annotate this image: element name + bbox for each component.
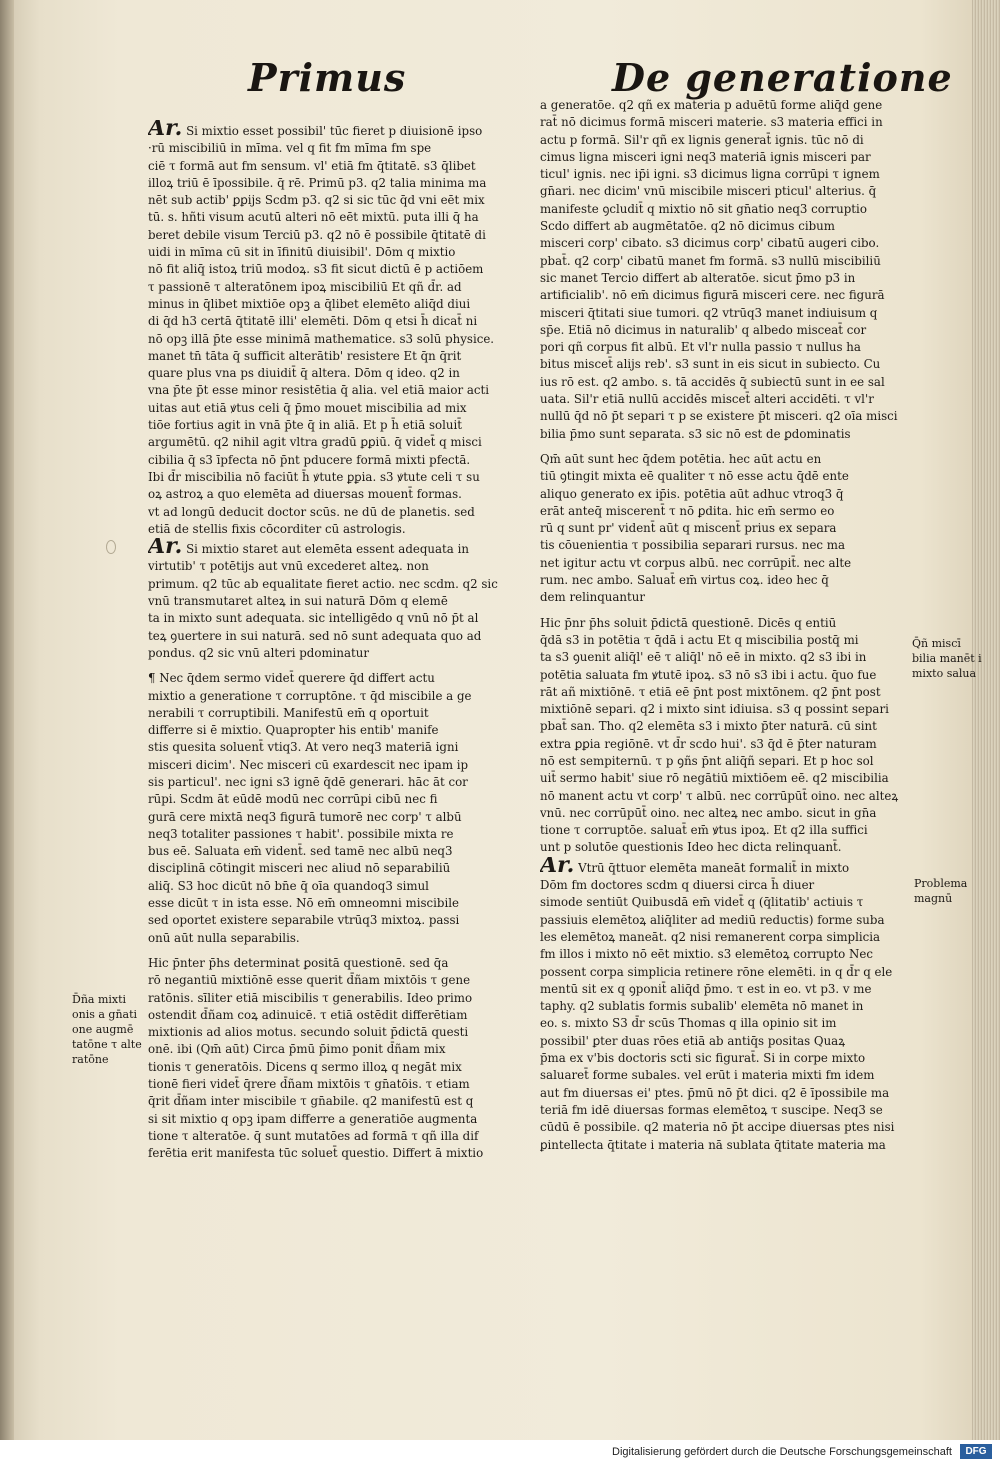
- line-text: nō opꝫ illā p̄te esse minimā mathematice. s3 solū physice.: [148, 331, 495, 346]
- text-line: [148, 688, 523, 705]
- text-line: [540, 589, 910, 606]
- line-text: esse dicūt τ in ista esse. Nō em̄ omneomni miscibile: [148, 896, 459, 911]
- dfg-logo: DFG: [960, 1444, 992, 1459]
- line-text: actu p formā. Sil'r qñ ex lignis generat̄ ignis. tūc nō di: [540, 132, 864, 147]
- line-text: ticul' ignis. nec ip̄i igni. s3 dicimus ligna corrūpi τ ignem: [540, 167, 880, 182]
- text-line: [148, 895, 523, 912]
- text-line: [540, 946, 910, 963]
- text-line: [148, 192, 523, 209]
- line-text: aut fm diuersas ei' ptes. p̄mū nō p̄t dici. q2 ē īpossibile ma: [540, 1085, 890, 1100]
- line-text: Scdo differt ab augmētatōe. q2 nō dicimus cibum: [540, 219, 835, 234]
- line-text: pori qñ corpus fit albū. Et vl'r nulla passio τ nullus ha: [540, 340, 861, 355]
- line-text: bilia p̄mo sunt separata. s3 sic nō est de ꝑdominatis: [540, 426, 851, 441]
- line-text: uitas aut etiā ꝟtus celi q̄ p̄mo mouet miscibilia ad mix: [148, 400, 467, 415]
- text-line: [540, 1033, 910, 1050]
- line-text: ta in mixto sunt adequata. sic intelligēdo q vnū nō p̄t al: [148, 611, 479, 626]
- line-text: manet tn̄ tāta q̄ sufficit alterātib' resistere Et q̄n q̄rit: [148, 348, 462, 363]
- text-line: [540, 1015, 910, 1032]
- line-text: vna p̄te p̄t esse minor resistētia q̄ alia. vel etiā maior acti: [148, 383, 489, 398]
- line-text: nēt sub actib' ꝑꝑijs Scdm p3. q2 si sic tūc q̄d vni eēt mix: [148, 193, 485, 208]
- text-line: [540, 736, 910, 753]
- line-text: ꝑintellecta q̄titate i materia nā sublata q̄titate materia ma: [540, 1137, 886, 1152]
- running-head-left: Primus: [248, 55, 407, 100]
- line-text: Dōm fm doctores scdm q diuersi circa h̄ diuer: [540, 878, 815, 893]
- text-line: [540, 270, 910, 287]
- text-line: [540, 235, 910, 252]
- line-text: gurā cere mixtā neq3 figurā tumorē nec corp' τ albū: [148, 809, 462, 824]
- paragraph-initial: Ar.: [148, 538, 183, 559]
- line-text: argumētū. q2 nihil agit vltra gradū ꝑꝑiū. q̄ videt̄ q misci: [148, 435, 482, 450]
- text-line: [540, 998, 910, 1015]
- line-text: tiū ꝯtingit mixta eē qualiter τ nō esse actu q̄dē ente: [540, 469, 849, 484]
- line-text: possibil' ꝑter duas rōes etiā ab antiq̄s positas Quaꝝ: [540, 1033, 846, 1048]
- paper-blemish: [106, 540, 116, 554]
- text-line: [540, 537, 910, 554]
- text-line: [148, 576, 523, 593]
- text-line: [148, 1041, 523, 1058]
- line-text: saluaret̄ forme subales. vel erūt i materia mixti fm idem: [540, 1068, 875, 1083]
- text-line: [148, 610, 523, 627]
- text-line: [540, 839, 910, 856]
- text-line: [540, 201, 910, 218]
- line-text: Hic p̄nr p̄hs soluit p̄dictā questionē. Dicēs q entiū: [540, 615, 837, 630]
- line-text: cibilia q̄ s3 īpfecta nō p̄nt pducere formā mixti pfectā.: [148, 452, 471, 467]
- line-text: mixtionis ad alios motus. secundo soluit p̄dictā questi: [148, 1025, 469, 1040]
- text-line: [148, 209, 523, 226]
- line-text: passiuis elemētoꝝ aliq̄liter ad mediū reductis) forme suba: [540, 912, 885, 927]
- text-line: [148, 860, 523, 877]
- line-text: disciplinā cōtingit misceri nec aliud nō separabiliū: [148, 861, 451, 876]
- line-text: misceri q̄titati siue tumori. q2 vtrūq3 manet indiuisum q: [540, 305, 878, 320]
- margin-note-right-bottom: Problema magnū: [914, 877, 968, 905]
- text-line: [540, 287, 910, 304]
- text-line: [148, 809, 523, 826]
- text-line: [540, 788, 910, 805]
- line-text: mentū sit ex q ꝯponit̄ aliq̄d p̄mo. τ est in eo. vt p3. v me: [540, 981, 872, 996]
- line-text: artificialib'. nō em̄ dicimus figurā misceri cere. nec figurā: [540, 288, 885, 303]
- text-line: [540, 520, 910, 537]
- line-text: nō fit aliq̄ istoꝝ triū modoꝝ. s3 fit sicut dictū ē p actiōem: [148, 262, 484, 277]
- left-text-column: [148, 120, 523, 1163]
- line-text: Si mixtio staret aut elemēta essent adequata in: [186, 542, 469, 557]
- text-line: [540, 503, 910, 520]
- text-line: [540, 632, 910, 649]
- line-text: etiā de stellis fixis cōcorditer cū astrologis.: [148, 521, 406, 536]
- text-line: [540, 912, 910, 929]
- line-text: net igitur actu vt corpus albū. nec corrūpit̄. nec alte: [540, 555, 852, 570]
- text-line: [540, 805, 910, 822]
- line-text: a generatōe. q2 qñ ex materia p aduētū forme aliq̄d gene: [540, 98, 883, 112]
- line-text: oꝝ astroꝝ a quo elemēta ad diuersas mouent̄ formas.: [148, 487, 462, 502]
- text-line: [148, 365, 523, 382]
- line-text: uidi in mīma cū sit in īfinitū diuisibil'. Dōm q mixtio: [148, 245, 456, 260]
- text-line: [148, 538, 523, 558]
- line-text: Ibi d̄r miscibilia nō faciūt h̄ ꝟtute ꝑꝑia. s3 ꝟtute celi τ su: [148, 469, 480, 484]
- line-text: nō est sempiternū. τ p ꝯñs p̄nt aliq̄ñ separi. Et p hoc sol: [540, 753, 874, 768]
- text-line: [148, 452, 523, 469]
- line-text: simode sentiūt Quibusdā em̄ videt̄ q (q̄litatib' actiuis τ: [540, 895, 864, 910]
- line-text: teꝝ ꝯuertere in sui naturā. sed nō sunt adequata quo ad: [148, 628, 482, 643]
- line-text: vnū. nec corrūpūt̄ oino. nec alteꝝ nec ambo. sicut in gn̄a: [540, 805, 877, 820]
- text-line: [148, 990, 523, 1007]
- line-text: unt p solutōe questionis Ideo hec dicta relinquant̄.: [540, 840, 842, 855]
- line-text: aliquo generato ex ip̄is. potētia aūt adhuc vtroq3 q̄: [540, 486, 844, 501]
- line-text: mixtio a generatione τ corruptōne. τ q̄d miscibile a ge: [148, 688, 472, 703]
- line-text: Qm̄ aūt sunt hec q̄dem potētia. hec aūt actu en: [540, 451, 822, 466]
- text-line: [540, 964, 910, 981]
- line-text: fm illos i mixto nō eēt mixtio. s3 elemētoꝝ corrupto Nec: [540, 947, 873, 962]
- line-text: tionis τ generatōis. Dicens q sermo illoꝝ q negāt mix: [148, 1059, 462, 1074]
- text-line: [148, 521, 523, 538]
- text-line: [540, 218, 910, 235]
- text-line: [148, 1024, 523, 1041]
- text-line: [540, 718, 910, 735]
- line-text: erāt anteq̄ miscerent̄ τ nō ꝑdita. hic em̄ sermo eo: [540, 503, 835, 518]
- line-text: misceri dicim'. Nec misceri cū exardescit nec ipam ip: [148, 757, 469, 772]
- paragraph-initial: Ar.: [540, 856, 575, 878]
- line-text: beret debile visum Terciū p3. q2 nō ē possibile q̄titatē di: [148, 227, 486, 242]
- line-text: ostendit d̄ñam coꝝ adinuicē. τ etiā ostēdit differētiam: [148, 1007, 468, 1022]
- line-text: Hic p̄nter p̄hs determinat ꝑositā questionē. sed q̄a: [148, 955, 449, 970]
- text-line: [148, 331, 523, 348]
- line-text: ius rō est. q2 ambo. s. tā accidēs q̄ subiectū sunt in ee sal: [540, 374, 885, 389]
- text-line: [540, 981, 910, 998]
- text-line: [148, 722, 523, 739]
- text-line: [540, 1050, 910, 1067]
- text-line: [148, 158, 523, 175]
- text-line: [540, 857, 910, 877]
- text-line: [148, 244, 523, 261]
- line-text: minus in q̄libet mixtiōe opꝫ a q̄libet elemēto aliq̄d diui: [148, 296, 471, 311]
- text-line: [540, 701, 910, 718]
- line-text: tione τ corruptōe. saluat̄ em̄ ꝟtus ipoꝝ. Et q2 illa suffici: [540, 823, 868, 838]
- line-text: possent corpa simplicia retinere rōne elemēti. in q d̄r q ele: [540, 964, 893, 979]
- text-line: [540, 1085, 910, 1102]
- text-line: [540, 1102, 910, 1119]
- text-line: [148, 120, 523, 140]
- line-text: differre si ē mixtio. Quapropter his entib' manife: [148, 723, 439, 738]
- text-line: [540, 166, 910, 183]
- line-text: bus eē. Saluata em̄ vident̄. sed tamē nec albū neq3: [148, 844, 453, 859]
- text-line: [148, 417, 523, 434]
- line-text: Si mixtio esset possibil' tūc fieret p diuisionē ipso: [186, 124, 483, 138]
- text-line: [540, 374, 910, 391]
- line-text: ¶ Nec q̄dem sermo videt̄ querere q̄d differt actu: [148, 671, 435, 686]
- text-line: [148, 175, 523, 192]
- text-line: [540, 408, 910, 425]
- text-line: [540, 253, 910, 270]
- line-text: di q̄d h3 certā q̄titatē illi' elemēti. Dōm q etsi h̄ dicat̄ ni: [148, 314, 478, 329]
- text-line: [148, 930, 523, 947]
- text-line: [148, 843, 523, 860]
- line-text: stis quesita soluent̄ vtiq3. At vero neq3 materiā igni: [148, 740, 459, 755]
- line-text: teriā fm idē diuersas formas elemētoꝝ τ suscipe. Neq3 se: [540, 1102, 883, 1117]
- text-line: [540, 753, 910, 770]
- line-text: cūdū ē possibile. q2 materia nō p̄t accipe diuersas ptes nisi: [540, 1120, 895, 1135]
- line-text: pbat̄ san. Tho. q2 elemēta s3 i mixto p̄ter naturā. cū sint: [540, 719, 877, 734]
- text-line: [540, 183, 910, 200]
- text-line: [540, 1119, 910, 1136]
- line-text: mixtiōnē separi. q2 i mixto sint idiuisa. s3 q possint separi: [540, 702, 889, 717]
- line-text: tione τ alteratōe. q̄ sunt mutatōes ad formā τ qñ illa dif: [148, 1128, 479, 1143]
- line-text: eo. s. mixto S3 d̄r scūs Thomas q illa opinio sit im: [540, 1016, 837, 1031]
- margin-note-right-top: Q̄ñ miscī bilia manēt i mixto salua: [912, 637, 982, 680]
- line-text: les elemētoꝝ maneāt. q2 nisi remanerent corpa simplicia: [540, 929, 881, 944]
- line-text: p̄ma ex v'bis doctoris scti sic figurat̄. Si in corpe mixto: [540, 1051, 866, 1066]
- text-line: [148, 1128, 523, 1145]
- line-text: potētia saluata fm ꝟtutē ipoꝝ. s3 nō s3 ibi i actu. q̄uo fue: [540, 667, 877, 682]
- line-text: sp̄e. Etiā nō dicimus in naturalib' q albedo misceat̄ cor: [540, 322, 867, 337]
- text-line: [148, 1093, 523, 1110]
- line-text: primum. q2 tūc ab equalitate fieret actio. nec scdm. q2 sic: [148, 576, 498, 591]
- paragraph-initial: Ar.: [148, 120, 183, 141]
- text-line: [148, 645, 523, 662]
- line-text: rō negantiū mixtiōnē esse querit d̄ñam mixtōis τ gene: [148, 973, 471, 988]
- line-text: tis cōuenientia τ possibilia separari rursus. nec ma: [540, 538, 846, 553]
- line-text: dem relinquantur: [540, 590, 645, 605]
- line-text: ta s3 ꝯuenit aliq̄l' eē τ aliq̄l' nō eē in mixto. q2 s3 ibi in: [540, 650, 867, 665]
- text-line: [540, 468, 910, 485]
- line-text: nō manent actu vt corp' τ albū. nec corrūpūt̄ oino. nec alteꝝ: [540, 788, 899, 803]
- line-text: ciē τ formā aut fm sensum. vl' etiā fm q̄titatē. s3 q̄libet: [148, 158, 476, 173]
- line-text: ratōnis. sīliter etiā miscibilis τ generabilis. Ideo primo: [148, 990, 473, 1005]
- text-line: [148, 628, 523, 645]
- line-text: rū q sunt pr' vident̄ aūt q miscent̄ prius ex separa: [540, 521, 837, 536]
- line-text: manifeste ꝯcludit̄ q mixtio nō sit gn̄atio neq3 corruptio: [540, 201, 867, 216]
- text-line: [148, 878, 523, 895]
- line-text: uata. Sil'r etiā nullū accidēs miscet̄ alteri accidēti. τ vl'r: [540, 392, 874, 407]
- text-line: [540, 391, 910, 408]
- line-text: ferētia erit manifesta tūc soluet̄ questio. Differt ā mixtio: [148, 1146, 484, 1161]
- text-line: [148, 313, 523, 330]
- text-line: [148, 558, 523, 575]
- text-line: [148, 1007, 523, 1024]
- text-line: [148, 279, 523, 296]
- text-line: [148, 227, 523, 244]
- text-line: [540, 451, 910, 468]
- line-text: ·rū miscibiliū in mīma. vel q fit fm mīma fm spe: [148, 141, 432, 156]
- text-line: [540, 1067, 910, 1084]
- text-line: [148, 670, 523, 687]
- text-line: [148, 757, 523, 774]
- text-line: [148, 705, 523, 722]
- text-line: [148, 1145, 523, 1162]
- page-gutter-shadow: [0, 0, 14, 1440]
- line-text: si sit mixtio q opꝫ ipam differre a generatiōe augmenta: [148, 1111, 478, 1126]
- line-text: sed oportet existere separabile vtrūq3 mixtoꝝ. passi: [148, 913, 460, 928]
- text-line: [540, 822, 910, 839]
- text-line: [540, 114, 910, 131]
- text-line: [148, 400, 523, 417]
- text-line: [540, 132, 910, 149]
- line-text: vt ad longū deducit doctor scūs. ne dū de planetis. sed: [148, 504, 475, 519]
- line-text: bitus miscet̄ alijs reb'. s3 sunt in eis sicut in subiecto. Cu: [540, 357, 881, 372]
- line-text: quare plus vna ps diuidit̄ q̄ altera. Dōm q ideo. q2 in: [148, 366, 460, 381]
- text-line: [540, 877, 910, 894]
- text-line: [540, 339, 910, 356]
- line-text: tiōe fortius agit in vnā p̄te q̄ in aliā. Et p h̄ etiā soluit̄: [148, 418, 463, 433]
- text-line: [540, 555, 910, 572]
- text-line: [540, 649, 910, 666]
- line-text: onū aūt nulla separabilis.: [148, 930, 300, 945]
- text-line: [148, 382, 523, 399]
- text-line: [540, 356, 910, 373]
- line-text: pondus. q2 sic vnū alteri pdominatur: [148, 645, 370, 660]
- text-line: [148, 140, 523, 157]
- line-text: q̄rit d̄ñam inter miscibile τ gn̄abile. q2 manifestū est q: [148, 1094, 474, 1109]
- text-line: [148, 912, 523, 929]
- line-text: taphy. q2 sublatis formis subalib' elemēta nō manet in: [540, 999, 864, 1014]
- text-line: [540, 684, 910, 701]
- text-line: [540, 322, 910, 339]
- text-line: [540, 615, 910, 632]
- text-line: [540, 305, 910, 322]
- text-line: [540, 97, 910, 114]
- text-line: [148, 1076, 523, 1093]
- text-line: [148, 955, 523, 972]
- line-text: nerabili τ corruptibili. Manifestū em̄ q oportuit: [148, 705, 429, 720]
- text-line: [540, 572, 910, 589]
- margin-note-left: D̄ña mixti onis a gn̄ati one augmē tatōne τ alte ratōne: [72, 993, 142, 1066]
- line-text: extra ꝑꝑia regiōnē. vt d̄r scdo hui'. s3 q̄d ē p̄ter naturam: [540, 736, 877, 751]
- line-text: q̄dā s3 in potētia τ q̄dā i actu Et q miscibilia postq̄ mi: [540, 632, 859, 647]
- text-line: [148, 972, 523, 989]
- text-line: [148, 593, 523, 610]
- line-text: pbat̄. q2 corp' cibatū manet fm formā. s3 nullū miscibiliū: [540, 253, 881, 268]
- text-line: [148, 1059, 523, 1076]
- text-line: [148, 791, 523, 808]
- line-text: virtutib' τ potētijs aut vnū excederet alteꝝ. non: [148, 559, 429, 574]
- text-line: [148, 434, 523, 451]
- right-text-column: [540, 97, 910, 1154]
- line-text: rūpi. Scdm āt eūdē modū nec corrūpi cibū nec fi: [148, 792, 438, 807]
- text-line: [540, 770, 910, 787]
- line-text: vnū transmutaret alteꝝ in sui naturā Dōm q elemē: [148, 594, 448, 609]
- text-line: [540, 486, 910, 503]
- line-text: sis particul'. nec igni s3 ignē q̄dē generari. hāc āt cor: [148, 774, 468, 789]
- line-text: misceri corp' cibato. s3 dicimus corp' cibatū augeri cibo.: [540, 236, 880, 251]
- text-line: [540, 667, 910, 684]
- line-text: rat̄ nō dicimus formā misceri materie. s3 materia effici in: [540, 115, 883, 130]
- page-fore-edge: [972, 0, 1000, 1440]
- text-line: [540, 1137, 910, 1154]
- line-text: cimus ligna misceri igni neq3 materiā ignis misceri par: [540, 149, 871, 164]
- text-line: [148, 504, 523, 521]
- line-text: aliq̄. S3 hoc dicūt nō bn̄e q̄ oīa quandoq3 simul: [148, 878, 429, 893]
- text-line: [540, 149, 910, 166]
- running-head-right: De generatione: [612, 55, 953, 100]
- text-line: [148, 826, 523, 843]
- text-line: [540, 426, 910, 443]
- line-text: τ passionē τ alteratōnem ipoꝝ miscibiliū Et qñ d̄r. ad: [148, 279, 462, 294]
- text-line: [540, 894, 910, 911]
- text-line: [148, 739, 523, 756]
- line-text: illoꝝ triū ē īpossibile. q̄ rē. Primū p3. q2 talia minima ma: [148, 175, 487, 190]
- line-text: rāt añ mixtiōnē. τ etiā eē p̄nt post mixtōnem. q2 p̄nt post: [540, 684, 881, 699]
- line-text: rum. nec ambo. Saluat̄ em̄ virtus coꝝ. ideo hec q̄: [540, 573, 829, 588]
- text-line: [148, 296, 523, 313]
- line-text: tū. s. hñti visum acutū alteri nō eēt mixtū. puta illi q̄ ha: [148, 210, 479, 225]
- text-line: [148, 486, 523, 503]
- text-line: [148, 1111, 523, 1128]
- line-text: neq3 totaliter passiones τ habit'. possibile mixta re: [148, 826, 454, 841]
- text-line: [148, 469, 523, 486]
- line-text: gn̄ari. nec dicim' vnū miscibile misceri pticul' alterius. q̄: [540, 184, 877, 199]
- line-text: tionē fieri videt̄ q̄rere d̄ñam mixtōis τ gn̄atōis. τ etiam: [148, 1077, 470, 1092]
- line-text: Vtrū q̄ttuor elemēta maneāt formalit̄ in mixto: [578, 860, 850, 875]
- text-line: [540, 929, 910, 946]
- funding-credit: Digitalisierung gefördert durch die Deutsche Forschungsgemeinschaft: [612, 1446, 952, 1458]
- text-line: [148, 774, 523, 791]
- text-line: [148, 348, 523, 365]
- line-text: nullū q̄d nō p̄t separi τ p se existere p̄t misceri. q2 oīa misci: [540, 409, 898, 424]
- line-text: onē. ibi (Qm̄ aūt) Circa p̄mū p̄imo ponit d̄ñam mix: [148, 1042, 446, 1057]
- text-line: [148, 261, 523, 278]
- line-text: uit̄ sermo habit' siue rō negātiū mixtiōem eē. q2 miscibilia: [540, 771, 889, 786]
- line-text: sic manet Tercio differt ab alteratōe. sicut p̄mo p3 in: [540, 270, 856, 285]
